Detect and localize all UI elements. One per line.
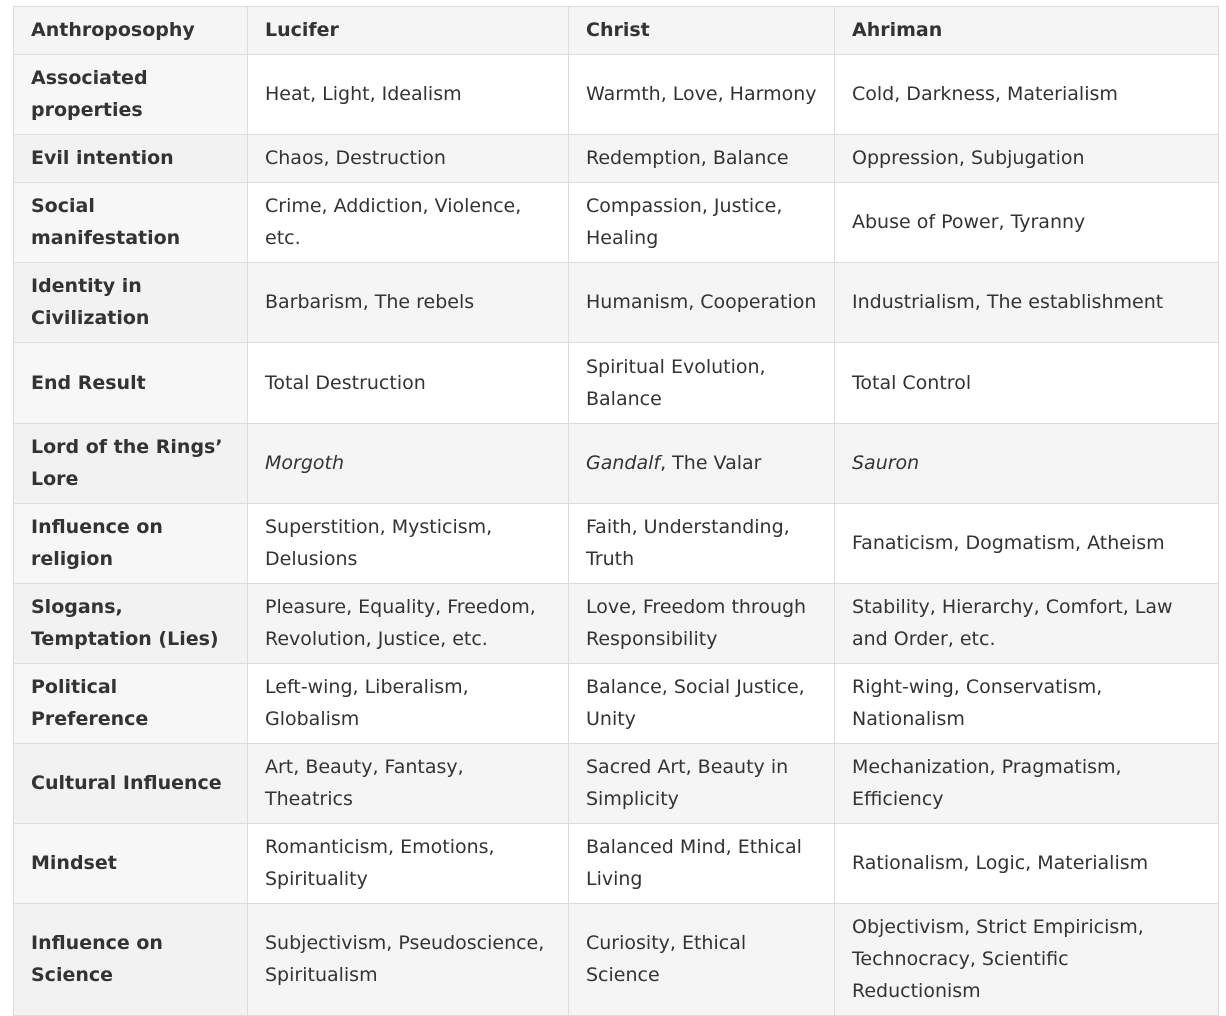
cell-christ: Spiritual Evolution, Balance <box>569 343 835 424</box>
table-header <box>14 7 1219 55</box>
cell-christ-italic: Gandalf <box>586 452 661 474</box>
table-row <box>14 824 1219 904</box>
table-row <box>14 343 1219 424</box>
cell-christ: Warmth, Love, Harmony <box>569 55 835 135</box>
cell-lucifer: Left-wing, Liberalism, Globalism <box>248 664 569 744</box>
header-christ: Christ <box>569 7 835 55</box>
table-row <box>14 424 1219 504</box>
cell-lucifer: Barbarism, The rebels <box>248 263 569 343</box>
cell-ahriman: Oppression, Subjugation <box>835 135 1219 183</box>
cell-lucifer-italic: Morgoth <box>265 452 345 474</box>
header-ahriman: Ahriman <box>835 7 1219 55</box>
row-label: Identity in Civilization <box>14 263 248 343</box>
header-row <box>14 7 1219 55</box>
table-row <box>14 135 1219 183</box>
cell-christ: Love, Freedom through Responsibility <box>569 584 835 664</box>
table-row <box>14 664 1219 744</box>
cell-ahriman: Industrialism, The establishment <box>835 263 1219 343</box>
table-row <box>14 584 1219 664</box>
cell-lucifer: Crime, Addiction, Violence, etc. <box>248 183 569 263</box>
row-label: Slogans, Temptation (Lies) <box>14 584 248 664</box>
cell-christ: Faith, Understanding, Truth <box>569 504 835 584</box>
cell-lucifer <box>248 424 569 504</box>
cell-lucifer: Pleasure, Equality, Freedom, Revolution, Justice, etc. <box>248 584 569 664</box>
cell-lucifer: Art, Beauty, Fantasy, Theatrics <box>248 744 569 824</box>
cell-lucifer: Subjectivism, Pseudoscience, Spiritualism <box>248 904 569 1016</box>
cell-ahriman: Fanaticism, Dogmatism, Atheism <box>835 504 1219 584</box>
row-label: Evil intention <box>14 135 248 183</box>
cell-christ: Sacred Art, Beauty in Simplicity <box>569 744 835 824</box>
cell-christ: Curiosity, Ethical Science <box>569 904 835 1016</box>
table-body <box>14 55 1219 1016</box>
table-row <box>14 744 1219 824</box>
cell-christ: Humanism, Cooperation <box>569 263 835 343</box>
cell-ahriman-italic: Sauron <box>852 452 920 474</box>
cell-ahriman: Rationalism, Logic, Materialism <box>835 824 1219 904</box>
cell-ahriman <box>835 424 1219 504</box>
cell-christ: Redemption, Balance <box>569 135 835 183</box>
table-row <box>14 55 1219 135</box>
table-row <box>14 263 1219 343</box>
table-row <box>14 504 1219 584</box>
cell-ahriman: Objectivism, Strict Empiricism, Technocracy, Scientific Reductionism <box>835 904 1219 1016</box>
row-label: End Result <box>14 343 248 424</box>
cell-christ-rest: , The Valar <box>660 452 762 474</box>
cell-lucifer: Romanticism, Emotions, Spirituality <box>248 824 569 904</box>
cell-christ: Balance, Social Justice, Unity <box>569 664 835 744</box>
row-label: Associated properties <box>14 55 248 135</box>
cell-christ <box>569 424 835 504</box>
cell-lucifer: Superstition, Mysticism, Delusions <box>248 504 569 584</box>
cell-ahriman: Cold, Darkness, Materialism <box>835 55 1219 135</box>
cell-ahriman: Abuse of Power, Tyranny <box>835 183 1219 263</box>
row-label: Influence on Science <box>14 904 248 1016</box>
comparison-table <box>13 6 1219 1016</box>
row-label: Influence on religion <box>14 504 248 584</box>
cell-christ: Compassion, Justice, Healing <box>569 183 835 263</box>
row-label: Political Preference <box>14 664 248 744</box>
cell-ahriman: Total Control <box>835 343 1219 424</box>
cell-lucifer: Heat, Light, Idealism <box>248 55 569 135</box>
row-label: Lord of the Rings’ Lore <box>14 424 248 504</box>
row-label: Social manifestation <box>14 183 248 263</box>
table-row <box>14 904 1219 1016</box>
header-lucifer: Lucifer <box>248 7 569 55</box>
cell-christ: Balanced Mind, Ethical Living <box>569 824 835 904</box>
cell-ahriman: Mechanization, Pragmatism, Efficiency <box>835 744 1219 824</box>
row-label: Mindset <box>14 824 248 904</box>
row-label: Cultural Influence <box>14 744 248 824</box>
comparison-table-container <box>13 6 1218 1016</box>
cell-ahriman: Stability, Hierarchy, Comfort, Law and Order, etc. <box>835 584 1219 664</box>
table-row <box>14 183 1219 263</box>
cell-lucifer: Total Destruction <box>248 343 569 424</box>
cell-ahriman: Right-wing, Conservatism, Nationalism <box>835 664 1219 744</box>
cell-lucifer: Chaos, Destruction <box>248 135 569 183</box>
header-anthroposophy: Anthroposophy <box>14 7 248 55</box>
